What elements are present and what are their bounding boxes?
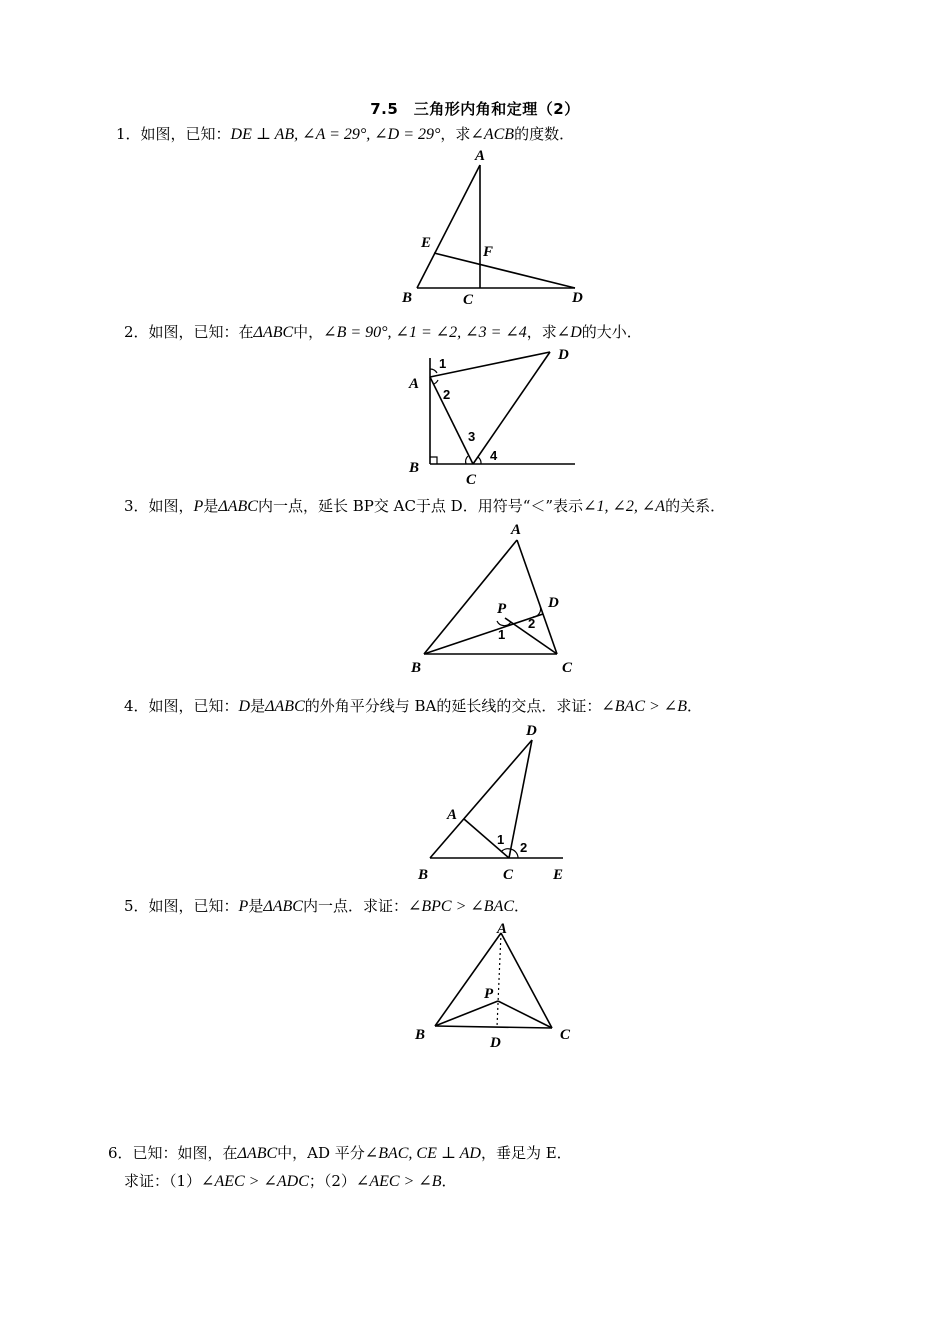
fig2-angle-1: 1: [439, 356, 447, 371]
question-4: [124, 696, 702, 717]
fig2-label-c: C: [466, 472, 477, 488]
q5-triangle: ΔABC: [263, 898, 303, 915]
fig2-angle-2: 2: [443, 387, 451, 402]
q6-claim-2: ∠AEC > ∠B: [355, 1173, 442, 1190]
q4-text: 的外角平分线与 BA的延长线的交点．求证：: [304, 697, 602, 715]
question-5: [124, 896, 529, 917]
q2-mid: 中，: [293, 323, 324, 341]
fig3-label-a: A: [511, 522, 522, 538]
fig1-label-a: A: [475, 148, 486, 164]
fig2-label-a: A: [409, 376, 420, 392]
q3-prefix: 3．如图，: [124, 497, 194, 515]
q5-is: 是: [248, 897, 264, 915]
q6-proof-prefix: 求证：（1）: [124, 1172, 202, 1190]
figure-1: [390, 140, 610, 315]
fig4-label-b: B: [418, 867, 429, 883]
fig2-angle-3: 3: [468, 429, 476, 444]
q4-is: 是: [250, 697, 266, 715]
fig5-label-p: P: [484, 986, 494, 1002]
figure-3: [400, 515, 590, 680]
q3-angles: ∠1, ∠2, ∠A: [583, 498, 666, 515]
fig4-label-e: E: [553, 867, 564, 883]
q5-point: P: [238, 898, 249, 915]
q2-target: ∠D: [556, 324, 582, 341]
fig2-label-d: D: [558, 347, 569, 363]
q6-proof-suffix: ．: [441, 1172, 457, 1190]
q3-point: P: [193, 498, 204, 515]
q4-point: D: [238, 698, 251, 715]
q3-triangle: ΔABC: [218, 498, 258, 515]
fig3-angle-1: 1: [498, 627, 506, 642]
q6-prefix: 6．已知：如图，在: [108, 1144, 238, 1162]
fig1-label-c: C: [463, 292, 474, 308]
q2-given: ∠B = 90°, ∠1 = ∠2, ∠3 = ∠4: [323, 324, 527, 341]
question-6: [108, 1143, 572, 1164]
question-6-proof: [124, 1171, 457, 1192]
q2-triangle: ΔABC: [253, 324, 294, 341]
fig2-label-b: B: [409, 460, 420, 476]
q4-triangle: ΔABC: [265, 698, 305, 715]
q3-suffix: 的关系．: [665, 497, 726, 515]
fig3-label-c: C: [562, 660, 573, 676]
fig5-label-d: D: [490, 1035, 501, 1051]
fig1-label-e: E: [421, 235, 432, 251]
q5-prefix: 5．如图，已知：: [124, 897, 239, 915]
page-title: 7.5 三角形内角和定理（2）: [370, 100, 580, 118]
fig3-label-p: P: [497, 601, 507, 617]
q6-triangle: ΔABC: [237, 1145, 278, 1162]
q5-claim: ∠BPC > ∠BAC: [407, 898, 515, 915]
q6-claim-1: ∠AEC > ∠ADC: [201, 1173, 309, 1190]
q3-is: 是: [203, 497, 219, 515]
fig1-label-b: B: [402, 290, 413, 306]
q4-prefix: 4．如图，已知：: [124, 697, 239, 715]
q2-prefix: 2．如图，已知：在: [124, 323, 254, 341]
fig5-label-c: C: [560, 1027, 571, 1043]
fig4-angle-1: 1: [497, 832, 505, 847]
q6-sep: ；（2）: [308, 1172, 356, 1190]
q6-given: ∠BAC, CE ⊥ AD: [364, 1145, 481, 1162]
q2-suffix: 的大小．: [581, 323, 642, 341]
fig1-label-f: F: [483, 244, 494, 260]
fig5-label-a: A: [497, 921, 508, 937]
q1-target: ∠ACB: [470, 126, 515, 143]
figure-4: [410, 718, 580, 888]
q1-mid: ，求: [440, 125, 471, 143]
q4-claim: ∠BAC > ∠B: [601, 698, 687, 715]
q2-mid2: ，求: [526, 323, 557, 341]
fig3-angle-2: 2: [528, 616, 536, 631]
fig4-label-d: D: [526, 723, 537, 739]
fig5-label-b: B: [415, 1027, 426, 1043]
q3-text: 内一点，延长 BP交 AC于点 D．用符号“＜”表示: [257, 497, 584, 515]
fig4-angle-2: 2: [520, 840, 528, 855]
fig3-label-d: D: [548, 595, 559, 611]
fig4-label-a: A: [447, 807, 458, 823]
fig4-label-c: C: [503, 867, 514, 883]
q5-text: 内一点．求证：: [302, 897, 408, 915]
fig3-label-b: B: [411, 660, 422, 676]
q1-given: DE ⊥ AB, ∠A = 29°, ∠D = 29°: [230, 126, 441, 143]
fig1-label-d: D: [572, 290, 583, 306]
q6-suffix: ，垂足为 E．: [480, 1144, 572, 1162]
q1-suffix: 的度数．: [514, 125, 575, 143]
q4-suffix: ．: [686, 697, 702, 715]
figure-2: [400, 340, 590, 490]
q5-suffix: ．: [514, 897, 530, 915]
question-3: [124, 496, 725, 517]
q1-prefix: 1．如图，已知：: [116, 125, 231, 143]
figure-5: [405, 915, 585, 1055]
q6-mid: 中，AD 平分: [277, 1144, 365, 1162]
fig2-angle-4: 4: [490, 448, 498, 463]
